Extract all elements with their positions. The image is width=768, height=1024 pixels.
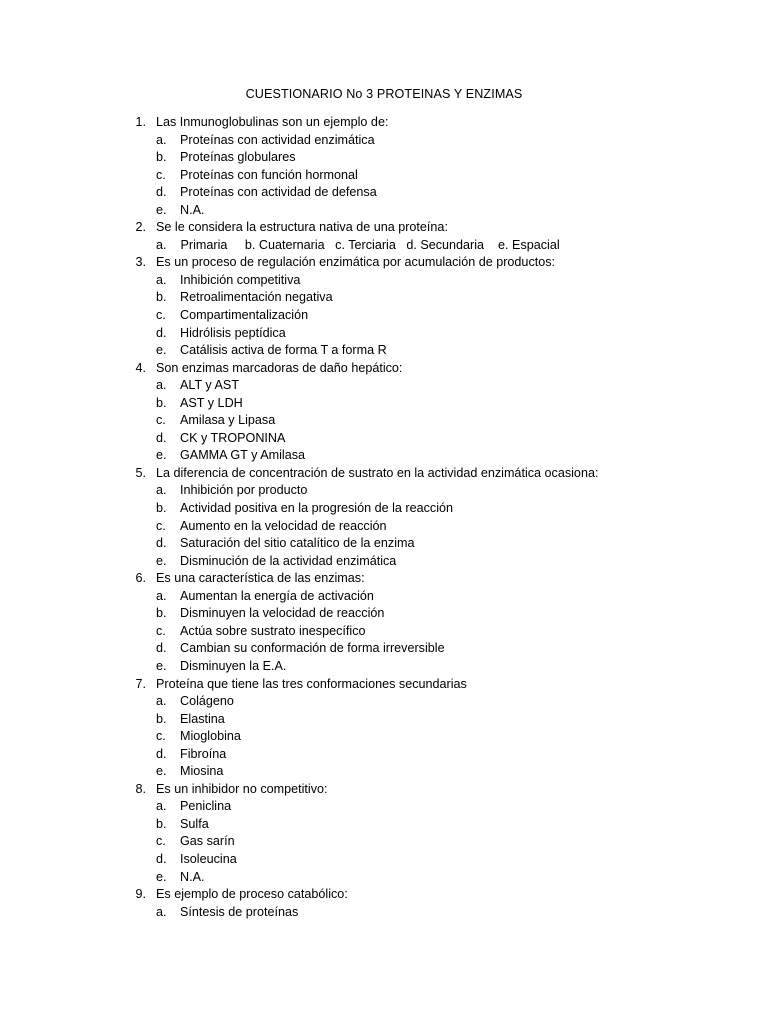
- option-1d: [0, 184, 768, 202]
- option-5d: [0, 535, 768, 553]
- option-letter: b.: [156, 395, 167, 410]
- option-text: Inhibición competitiva: [180, 272, 301, 287]
- question-4: [0, 360, 768, 378]
- option-text: Disminución de la actividad enzimática: [180, 553, 397, 568]
- option-letter: e.: [156, 869, 167, 884]
- option-letter: d.: [156, 430, 167, 445]
- option-letter: c.: [156, 834, 166, 849]
- option-1a: [0, 132, 768, 150]
- option-text: GAMMA GT y Amilasa: [180, 448, 306, 463]
- page-title: CUESTIONARIO No 3 PROTEINAS Y ENZIMAS: [245, 87, 523, 101]
- option-text: N.A.: [180, 202, 205, 217]
- option-text: Colágeno: [180, 694, 234, 709]
- option-letter: e.: [156, 202, 167, 217]
- option-text: Proteínas con función hormonal: [180, 167, 358, 182]
- option-1e: [0, 202, 768, 220]
- option-text: Compartimentalización: [180, 308, 309, 323]
- option-text: Catálisis activa de forma T a forma R: [180, 343, 387, 358]
- question-9: [0, 886, 768, 904]
- option-4e: [0, 447, 768, 465]
- option-4c: [0, 412, 768, 430]
- option-letter: a.: [156, 272, 167, 287]
- option-1c: [0, 167, 768, 185]
- option-letter: d.: [156, 851, 167, 866]
- option-8a: [0, 798, 768, 816]
- option-text: Proteínas con actividad de defensa: [180, 185, 377, 200]
- option-4d: [0, 430, 768, 448]
- option-6c: [0, 623, 768, 641]
- option-7a: [0, 693, 768, 711]
- option-text: Hidrólisis peptídica: [180, 325, 286, 340]
- option-text: Actúa sobre sustrato inespecífico: [180, 623, 366, 638]
- option-text: Amilasa y Lipasa: [180, 413, 276, 428]
- option-letter: d.: [156, 641, 167, 656]
- option-1b: [0, 149, 768, 167]
- option-letter: e.: [156, 343, 167, 358]
- question-7: [0, 676, 768, 694]
- option-letter: b.: [156, 816, 167, 831]
- option-6e: [0, 658, 768, 676]
- question-text: Proteína que tiene las tres conformaciones secundarias: [156, 676, 467, 691]
- option-letter: a.: [156, 694, 167, 709]
- option-9a: [0, 904, 768, 922]
- option-text: CK y TROPONINA: [180, 430, 286, 445]
- option-letter: e.: [156, 764, 167, 779]
- option-7b: [0, 711, 768, 729]
- option-3a: [0, 272, 768, 290]
- question-text: Es una característica de las enzimas:: [156, 571, 365, 586]
- option-letter: b.: [156, 501, 167, 516]
- question-text: Es ejemplo de proceso catabólico:: [156, 887, 348, 902]
- option-text: Proteínas globulares: [180, 150, 296, 165]
- option-5b: [0, 500, 768, 518]
- option-letter: b.: [156, 150, 167, 165]
- option-5e: [0, 553, 768, 571]
- question-number: 2.: [135, 220, 146, 235]
- option-text: Disminuyen la velocidad de reacción: [180, 606, 385, 621]
- option-4a: [0, 377, 768, 395]
- question-3: [0, 254, 768, 272]
- question-text: Son enzimas marcadoras de daño hepático:: [156, 360, 403, 375]
- option-text: AST y LDH: [180, 395, 243, 410]
- question-number: 7.: [135, 676, 146, 691]
- option-3b: [0, 289, 768, 307]
- option-text: Gas sarín: [180, 834, 235, 849]
- option-text: Disminuyen la E.A.: [180, 658, 287, 673]
- option-letter: c.: [156, 413, 166, 428]
- question-2: [0, 219, 768, 237]
- question-text: Se le considera la estructura nativa de una proteína:: [156, 220, 448, 235]
- option-3c: [0, 307, 768, 325]
- question-8: [0, 781, 768, 799]
- question-number: 3.: [135, 255, 146, 270]
- option-letter: c.: [156, 518, 166, 533]
- question-5: [0, 465, 768, 483]
- question-text: Es un proceso de regulación enzimática por acumulación de productos:: [156, 255, 556, 270]
- option-text: Cambian su conformación de forma irreversible: [180, 641, 445, 656]
- option-text: Isoleucina: [180, 851, 237, 866]
- option-3d: [0, 325, 768, 343]
- question-number: 1.: [135, 115, 146, 129]
- question-number: 4.: [135, 360, 146, 375]
- option-text: Proteínas con actividad enzimática: [180, 132, 375, 147]
- option-8b: [0, 816, 768, 834]
- option-text: Retroalimentación negativa: [180, 290, 333, 305]
- option-letter: b.: [156, 606, 167, 621]
- option-letter: d.: [156, 325, 167, 340]
- option-text: Fibroína: [180, 746, 227, 761]
- option-letter: a.: [156, 378, 167, 393]
- option-text: Miosina: [180, 764, 224, 779]
- option-letter: c.: [156, 729, 166, 744]
- option-text: Inhibición por producto: [180, 483, 308, 498]
- option-6a: [0, 588, 768, 606]
- inline-options-text: a. Primaria b. Cuaternaria c. Terciaria d. Secundaria e. Espacial: [156, 237, 560, 252]
- option-letter: c.: [156, 167, 166, 182]
- question-number: 8.: [135, 781, 146, 796]
- option-letter: b.: [156, 711, 167, 726]
- inline-options-2: [0, 237, 768, 255]
- option-text: Mioglobina: [180, 729, 241, 744]
- option-letter: d.: [156, 746, 167, 761]
- option-text: Peniclina: [180, 799, 232, 814]
- option-4b: [0, 395, 768, 413]
- option-text: Elastina: [180, 711, 225, 726]
- option-letter: e.: [156, 553, 167, 568]
- option-letter: a.: [156, 483, 167, 498]
- question-number: 6.: [135, 571, 146, 586]
- question-1: [0, 114, 768, 132]
- option-letter: c.: [156, 308, 166, 323]
- option-6b: [0, 605, 768, 623]
- option-letter: a.: [156, 132, 167, 147]
- question-text: Las Inmunoglobulinas son un ejemplo de:: [156, 115, 389, 129]
- option-text: Sulfa: [180, 816, 209, 831]
- option-text: Actividad positiva en la progresión de la reacción: [180, 501, 454, 516]
- option-letter: c.: [156, 623, 166, 638]
- option-text: ALT y AST: [180, 378, 240, 393]
- option-7e: [0, 763, 768, 781]
- option-5a: [0, 482, 768, 500]
- option-text: N.A.: [180, 869, 205, 884]
- option-text: Aumentan la energía de activación: [180, 588, 374, 603]
- option-7c: [0, 728, 768, 746]
- question-text: La diferencia de concentración de sustrato en la actividad enzimática ocasiona:: [156, 465, 599, 480]
- option-text: Aumento en la velocidad de reacción: [180, 518, 387, 533]
- question-number: 5.: [135, 465, 146, 480]
- question-text: Es un inhibidor no competitivo:: [156, 781, 328, 796]
- option-letter: a.: [156, 588, 167, 603]
- option-letter: e.: [156, 448, 167, 463]
- option-text: Síntesis de proteínas: [180, 904, 299, 919]
- option-letter: d.: [156, 536, 167, 551]
- question-6: [0, 570, 768, 588]
- option-5c: [0, 518, 768, 536]
- option-7d: [0, 746, 768, 764]
- option-letter: a.: [156, 799, 167, 814]
- option-letter: a.: [156, 904, 167, 919]
- option-8e: [0, 869, 768, 887]
- option-8c: [0, 833, 768, 851]
- option-text: Saturación del sitio catalítico de la enzima: [180, 536, 415, 551]
- option-letter: d.: [156, 185, 167, 200]
- question-number: 9.: [135, 887, 146, 902]
- option-8d: [0, 851, 768, 869]
- option-3e: [0, 342, 768, 360]
- question-list: [0, 114, 768, 921]
- option-6d: [0, 640, 768, 658]
- option-letter: e.: [156, 658, 167, 673]
- option-letter: b.: [156, 290, 167, 305]
